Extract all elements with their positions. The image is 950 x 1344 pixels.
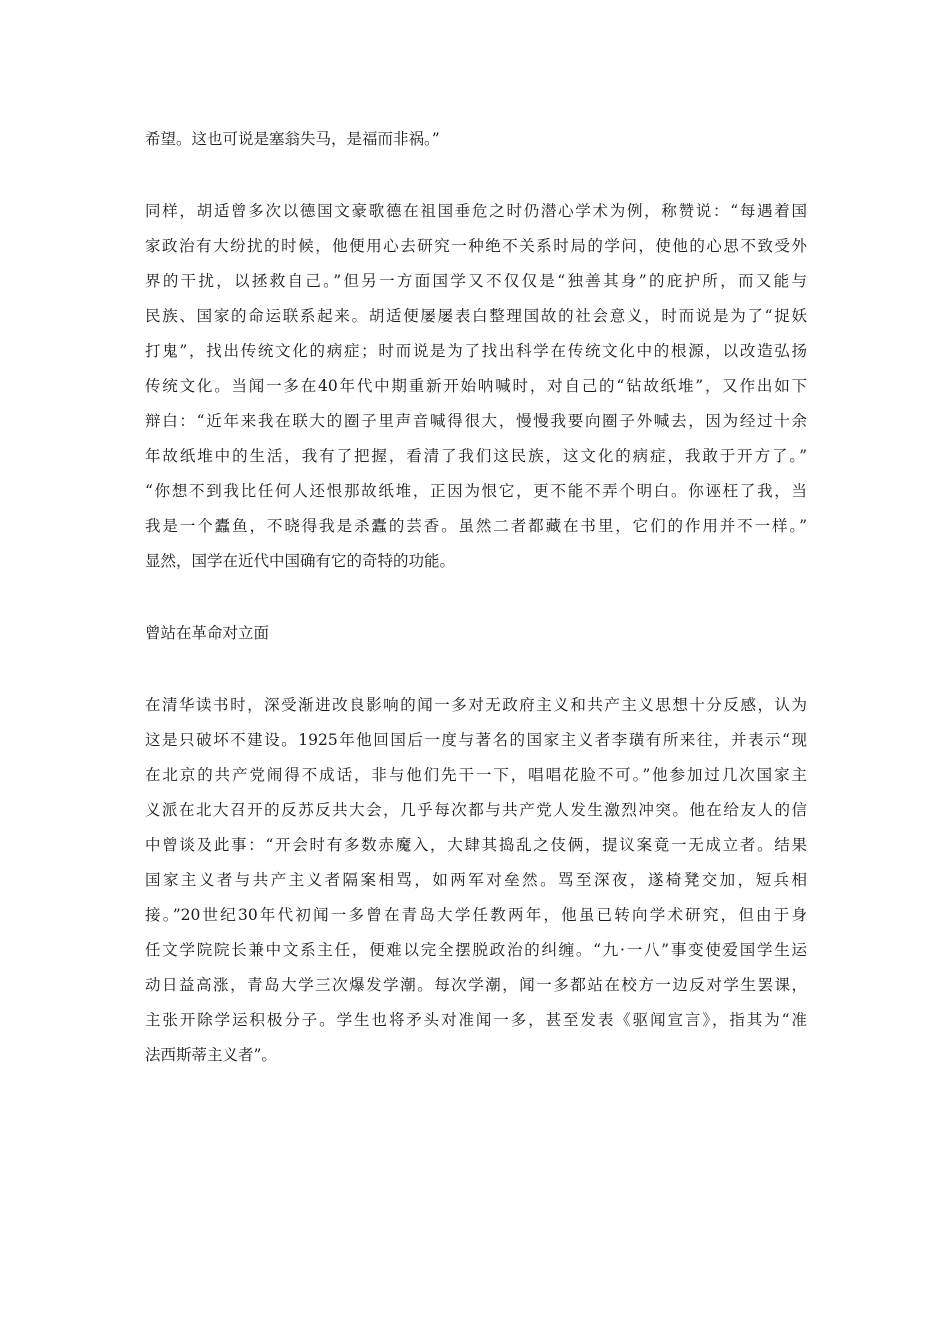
paragraph-line: 法西斯蒂主义者”。 — [145, 1046, 277, 1064]
paragraph-gap — [145, 651, 807, 688]
paragraph-line: 辩白：“近年来我在联大的圈子里声音喊得很大，慢慢我要向圈子外喊去，因为经过十余 — [145, 412, 807, 430]
paragraph-line: 显然，国学在近代中国确有它的奇特的功能。 — [145, 552, 456, 570]
paragraph-2 — [145, 194, 807, 579]
paragraph-line: 界的干扰，以拯救自己。”但另一方面国学又不仅仅是“独善其身”的庇护所，而又能与 — [145, 272, 807, 290]
paragraph-line: 国家主义者与共产主义者隔案相骂，如两军对垒然。骂至深夜，遂椅凳交加，短兵相 — [145, 871, 807, 889]
section-heading: 曾站在革命对立面 — [145, 624, 270, 642]
paragraph-line: 义派在北大召开的反苏反共大会，几乎每次都与共产党人发生激烈冲突。他在给友人的信 — [145, 801, 807, 819]
paragraph-line: 主张开除学运积极分子。学生也将矛头对准闻一多，甚至发表《驱闻宣言》，指其为“准 — [145, 1011, 807, 1029]
paragraph-line: 这是只破坏不建设。1925年他回国后一度与著名的国家主义者李璜有所来往，并表示“现 — [145, 731, 807, 749]
paragraph-line: 中曾谈及此事：“开会时有多数赤魔入，大肆其捣乱之伎俩，提议案竟一无成立者。结果 — [145, 836, 807, 854]
paragraph-3 — [145, 688, 807, 1073]
paragraph-line: 希望。这也可说是塞翁失马，是福而非祸。” — [145, 130, 440, 148]
paragraph-line: 打鬼”，找出传统文化的病症；时而说是为了找出科学在传统文化中的根源，以改造弘扬 — [145, 342, 807, 360]
paragraph-line: 在清华读书时，深受渐进改良影响的闻一多对无政府主义和共产主义思想十分反感，认为 — [145, 696, 807, 714]
paragraph-line: 年故纸堆中的生活，我有了把握，看清了我们这民族，这文化的病症，我敢于开方了。” — [145, 447, 807, 465]
document-body — [145, 122, 807, 1073]
paragraph-1 — [145, 122, 807, 157]
paragraph-line: 在北京的共产党闹得不成话，非与他们先干一下，唱唱花脸不可。”他参加过几次国家主 — [145, 766, 807, 784]
paragraph-line: 接。”20世纪30年代初闻一多曾在青岛大学任教两年，他虽已转向学术研究，但由于身 — [145, 906, 807, 924]
paragraph-line: 传统文化。当闻一多在40年代中期重新开始呐喊时，对自己的“钻故纸堆”，又作出如下 — [145, 377, 807, 395]
paragraph-line: 我是一个蠹鱼，不晓得我是杀蠹的芸香。虽然二者都藏在书里，它们的作用并不一样。” — [145, 517, 807, 535]
paragraph-line: 动日益高涨，青岛大学三次爆发学潮。每次学潮，闻一多都站在校方一边反对学生罢课， — [145, 976, 807, 994]
paragraph-gap — [145, 579, 807, 616]
paragraph-gap — [145, 157, 807, 194]
paragraph-line: 民族、国家的命运联系起来。胡适便屡屡表白整理国故的社会意义，时而说是为了“捉妖 — [145, 307, 807, 325]
paragraph-line: 家政治有大纷扰的时候，他便用心去研究一种绝不关系时局的学问，使他的心思不致受外 — [145, 237, 807, 255]
paragraph-line: “你想不到我比任何人还恨那故纸堆，正因为恨它，更不能不弄个明白。你诬枉了我，当 — [145, 482, 807, 500]
paragraph-line: 同样，胡适曾多次以德国文豪歌德在祖国垂危之时仍潜心学术为例，称赞说：“每遇着国 — [145, 202, 807, 220]
paragraph-line: 任文学院院长兼中文系主任，便难以完全摆脱政治的纠缠。“九·一八”事变使爱国学生运 — [145, 941, 807, 959]
